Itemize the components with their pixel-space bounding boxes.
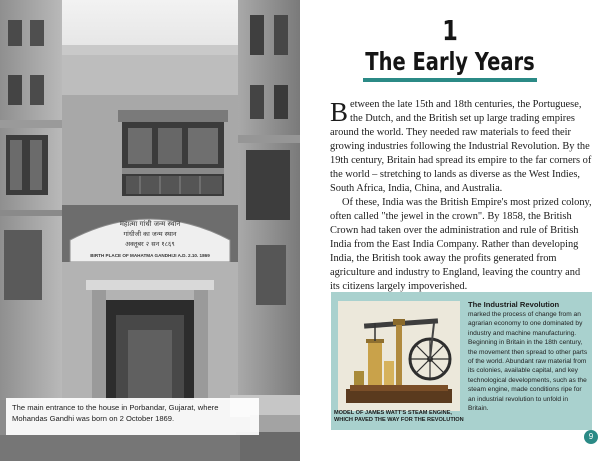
industrial-revolution-sidebar bbox=[331, 292, 592, 430]
paragraph-1 bbox=[330, 98, 592, 196]
steam-engine-caption: MODEL OF JAMES WATT'S STEAM ENGINE, WHICH PAVED THE WAY FOR THE REVOLUTION bbox=[334, 410, 464, 423]
steam-engine-illustration bbox=[338, 301, 460, 411]
sidebar-heading: The Industrial Revolution bbox=[468, 300, 560, 309]
steam-engine-photo bbox=[338, 301, 460, 411]
photo-caption: The main entrance to the house in Porbandar, Gujarat, where Mohandas Gandhi was born on 2 October 1869. bbox=[6, 398, 259, 435]
chapter-title: The Early Years bbox=[365, 47, 535, 76]
chapter-number: 1 bbox=[442, 14, 458, 47]
body-text bbox=[330, 98, 592, 294]
drop-cap: B bbox=[330, 97, 349, 127]
sidebar-text: marked the process of change from an agrarian economy to one dominated by industry and machine manufacturing. Beginning in Britain in the 18th century, the movement then spread to other parts of the world. Abundant raw material from its colonies, available capital, and key technological developments, such as the steam engine, made conditions ripe for an industrial revolution to unfold in Britain. bbox=[468, 311, 588, 413]
plaque-line-3: अक्तूबर २ सन १८६९ bbox=[125, 240, 175, 248]
plaque-inscription: BIRTH PLACE OF MAHATMA GANDHIJI A.D. 2.10. 1869 bbox=[90, 253, 210, 258]
paragraph-2: Of these, India was the British Empire's most prized colony, often called "the jewel in the crown". By 1858, the British Crown had taken over the administration and rule of British India from the East India Company. Rather than developing India, the British took away the profits generated from agriculture and industry to England, leaving the country and its citizens largely impoverished. bbox=[330, 197, 592, 292]
paragraph-1-text: etween the late 15th and 18th centuries, the Portuguese, the Dutch, and the British set up large trading empires around the world. They needed raw materials to feed their growing industries following the Industrial Revolution. By the 19th century, Britain had spread its empire to the far corners of the world – stretching to lands as diverse as the West Indies, South Africa, India, China, and Australia. bbox=[330, 99, 592, 194]
page-number: 9 bbox=[584, 430, 598, 444]
text-page bbox=[300, 0, 600, 461]
title-underline bbox=[363, 78, 537, 82]
plaque-line-2: गांधीजी का जन्म स्थान bbox=[123, 230, 177, 238]
plaque-line-1: महात्मा गांधी जन्म स्थान bbox=[119, 220, 181, 228]
